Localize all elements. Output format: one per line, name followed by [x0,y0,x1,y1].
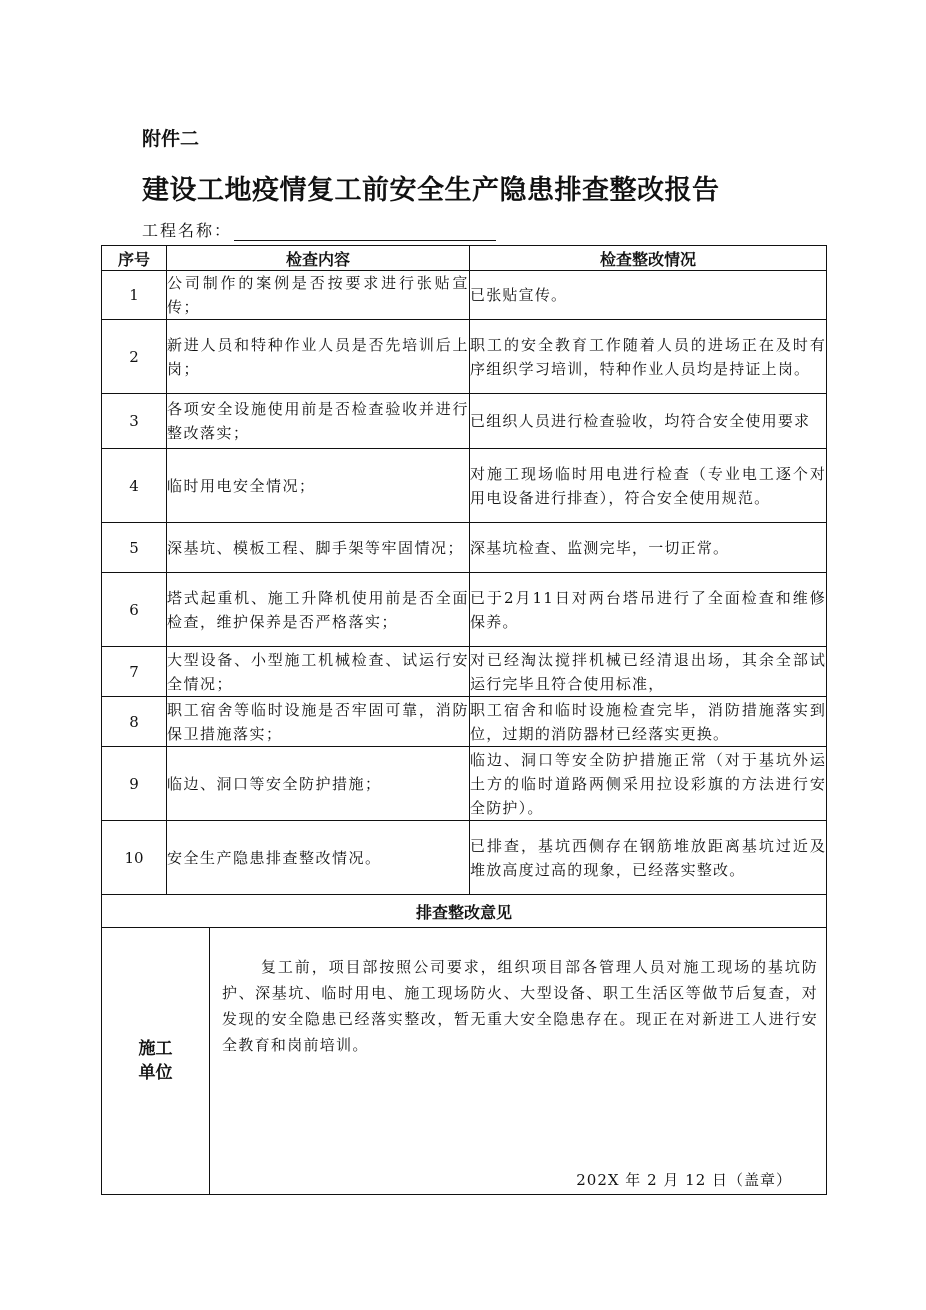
row-no: 7 [102,647,167,697]
table-row [102,271,827,320]
row-status: 对施工现场临时用电进行检查（专业电工逐个对用电设备进行排查），符合安全使用规范。 [470,449,827,523]
row-content: 临边、洞口等安全防护措施； [167,747,470,821]
row-no: 5 [102,523,167,573]
header-content: 检查内容 [167,246,470,271]
project-name-label: 工程名称： [142,221,233,240]
unit-label-line2: 单位 [138,1063,173,1083]
table-row [102,523,827,573]
table-row [102,394,827,449]
table-row [102,821,827,895]
row-content: 各项安全设施使用前是否检查验收并进行整改落实； [167,394,470,449]
row-status: 临边、洞口等安全防护措施正常（对于基坑外运土方的临时道路两侧采用拉设彩旗的方法进行安全防护）。 [470,747,827,821]
opinion-text: 复工前，项目部按照公司要求，组织项目部各管理人员对施工现场的基坑防护、深基坑、临时用电、施工现场防火、大型设备、职工生活区等做节后复查，对发现的安全隐患已经落实整改，暂无重大安全隐患存在。现正在对新进工人进行安全教育和岗前培训。 [222,958,819,1054]
row-status: 已于2月11日对两台塔吊进行了全面检查和维修保养。 [470,573,827,647]
opinion-heading-row [102,895,827,928]
table-row [102,697,827,747]
row-content: 临时用电安全情况； [167,449,470,523]
table-header-row [102,246,827,271]
row-status: 深基坑检查、监测完毕，一切正常。 [470,523,827,573]
opinion-date: 202X 年 2 月 12 日（盖章） [576,1171,793,1189]
construction-unit-label [102,928,210,1195]
row-content: 深基坑、模板工程、脚手架等牢固情况； [167,523,470,573]
unit-label-line1: 施工 [138,1039,173,1059]
attachment-label: 附件二 [142,128,200,150]
table-row [102,449,827,523]
row-no: 4 [102,449,167,523]
row-content: 职工宿舍等临时设施是否牢固可靠，消防保卫措施落实； [167,697,470,747]
table-row [102,747,827,821]
row-no: 10 [102,821,167,895]
row-content: 塔式起重机、施工升降机使用前是否全面检查，维护保养是否严格落实； [167,573,470,647]
row-status: 对已经淘汰搅拌机械已经清退出场，其余全部试运行完毕且符合使用标准， [470,647,827,697]
row-no: 6 [102,573,167,647]
project-name-blank [234,222,496,241]
row-status: 已组织人员进行检查验收，均符合安全使用要求 [470,394,827,449]
row-content: 公司制作的案例是否按要求进行张贴宣传； [167,271,470,320]
table-row [102,573,827,647]
row-no: 8 [102,697,167,747]
row-status: 职工宿舍和临时设施检查完毕，消防措施落实到位，过期的消防器材已经落实更换。 [470,697,827,747]
header-status: 检查整改情况 [470,246,827,271]
row-status: 已张贴宣传。 [470,271,827,320]
opinion-heading: 排查整改意见 [102,895,827,928]
row-content: 大型设备、小型施工机械检查、试运行安全情况； [167,647,470,697]
table-row [102,647,827,697]
project-name-row [142,218,496,241]
row-status: 职工的安全教育工作随着人员的进场正在及时有序组织学习培训，特种作业人员均是持证上岗。 [470,320,827,394]
row-content: 新进人员和特种作业人员是否先培训后上岗； [167,320,470,394]
header-no: 序号 [102,246,167,271]
row-no: 1 [102,271,167,320]
opinion-row [102,928,827,1195]
opinion-cell [210,928,827,1195]
table-row [102,320,827,394]
row-no: 9 [102,747,167,821]
row-content: 安全生产隐患排查整改情况。 [167,821,470,895]
row-no: 2 [102,320,167,394]
row-no: 3 [102,394,167,449]
row-status: 已排查，基坑西侧存在钢筋堆放距离基坑过近及堆放高度过高的现象，已经落实整改。 [470,821,827,895]
page-title: 建设工地疫情复工前安全生产隐患排查整改报告 [142,175,720,206]
inspection-table [101,245,827,1195]
